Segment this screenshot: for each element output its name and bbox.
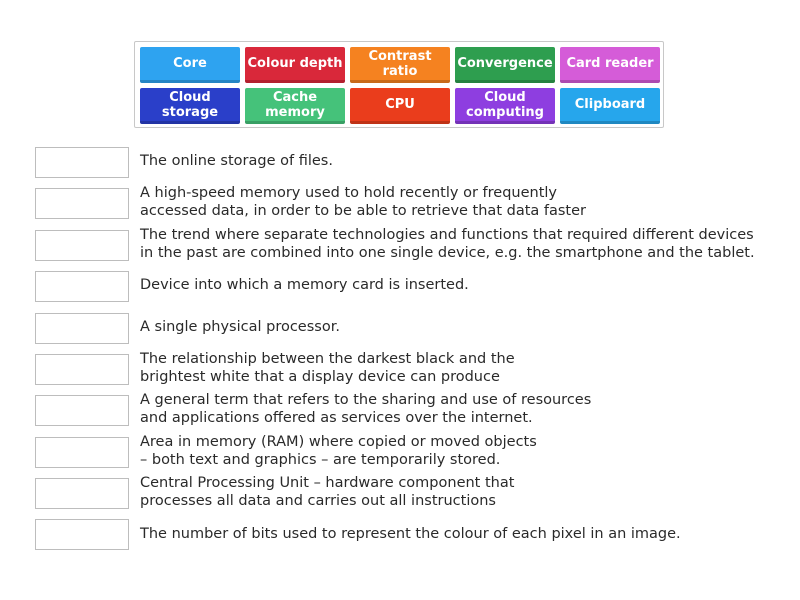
tile-cache-memory[interactable]: Cache memory bbox=[245, 88, 345, 124]
definition-5: A single physical processor. bbox=[140, 319, 340, 335]
definition-9: Central Processing Unit – hardware component that processes all data and carries out all instructions bbox=[140, 475, 515, 509]
definition-6: The relationship between the darkest black and the brightest white that a display device can produce bbox=[140, 351, 515, 385]
drop-box-10[interactable] bbox=[35, 519, 129, 550]
definition-3: The trend where separate technologies and functions that required different devices in the past are combined into one single device, e.g. the smartphone and the tablet. bbox=[140, 227, 755, 261]
tile-core[interactable]: Core bbox=[140, 47, 240, 83]
drop-box-8[interactable] bbox=[35, 437, 129, 468]
tile-cloud-storage[interactable]: Cloud storage bbox=[140, 88, 240, 124]
definition-8: Area in memory (RAM) where copied or moved objects – both text and graphics – are temporarily stored. bbox=[140, 434, 537, 468]
drop-box-1[interactable] bbox=[35, 147, 129, 178]
drop-box-4[interactable] bbox=[35, 271, 129, 302]
answer-bank bbox=[134, 41, 664, 128]
drop-box-7[interactable] bbox=[35, 395, 129, 426]
tile-card-reader[interactable]: Card reader bbox=[560, 47, 660, 83]
drop-box-2[interactable] bbox=[35, 188, 129, 219]
tile-clipboard[interactable]: Clipboard bbox=[560, 88, 660, 124]
definition-2: A high-speed memory used to hold recently or frequently accessed data, in order to be able to retrieve that data faster bbox=[140, 185, 586, 219]
tile-cloud-computing[interactable]: Cloud computing bbox=[455, 88, 555, 124]
tile-contrast-ratio[interactable]: Contrast ratio bbox=[350, 47, 450, 83]
drop-box-5[interactable] bbox=[35, 313, 129, 344]
tile-convergence[interactable]: Convergence bbox=[455, 47, 555, 83]
drop-box-9[interactable] bbox=[35, 478, 129, 509]
tile-cpu[interactable]: CPU bbox=[350, 88, 450, 124]
drop-box-6[interactable] bbox=[35, 354, 129, 385]
definition-4: Device into which a memory card is inserted. bbox=[140, 277, 469, 293]
definition-1: The online storage of files. bbox=[140, 153, 333, 169]
drop-box-3[interactable] bbox=[35, 230, 129, 261]
definition-7: A general term that refers to the sharing and use of resources and applications offered as services over the internet. bbox=[140, 392, 592, 426]
tile-colour-depth[interactable]: Colour depth bbox=[245, 47, 345, 83]
definition-10: The number of bits used to represent the colour of each pixel in an image. bbox=[140, 526, 681, 542]
